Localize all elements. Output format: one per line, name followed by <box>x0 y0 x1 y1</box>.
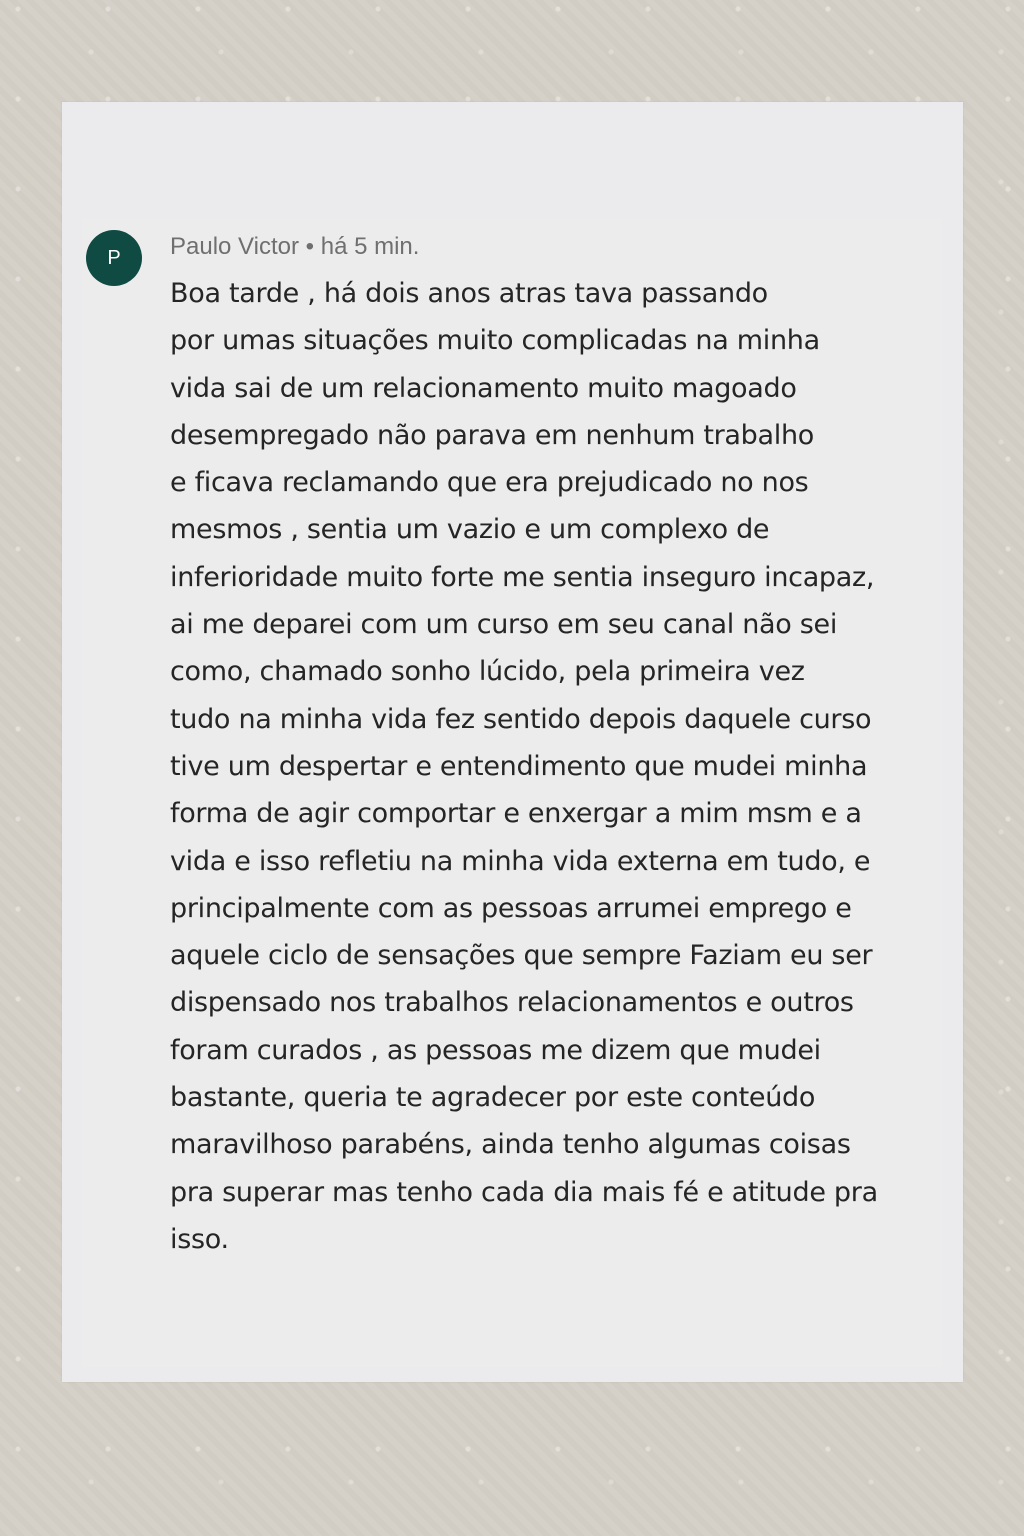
comment-line: tudo na minha vida fez sentido depois daquele curso <box>170 703 872 735</box>
avatar-letter: P <box>107 246 121 269</box>
comment-line: principalmente com as pessoas arrumei emprego e <box>170 892 852 924</box>
comment-line: mesmos , sentia um vazio e um complexo de <box>170 514 770 546</box>
comment-line: forma de agir comportar e enxergar a mim msm e a <box>170 798 862 830</box>
comment-line: vida sai de um relacionamento muito magoado <box>170 372 797 404</box>
comment-line: por umas situações muito complicadas na minha <box>170 325 820 357</box>
comment-line: bastante, queria te agradecer por este conteúdo <box>170 1082 816 1114</box>
comment-line: Boa tarde , há dois anos atras tava passando <box>170 278 768 309</box>
meta-separator: • <box>298 233 321 260</box>
comment-text <box>170 270 960 1263</box>
comment-line: isso. <box>170 1223 229 1255</box>
comment-line: desempregado não parava em nenhum trabalho <box>170 419 814 451</box>
comment-line: dispensado nos trabalhos relacionamentos e outros <box>170 987 854 1019</box>
comment-line: ai me deparei com um curso em seu canal não sei <box>170 609 838 641</box>
avatar[interactable] <box>86 230 142 286</box>
comment-line: como, chamado sonho lúcido, pela primeira vez <box>170 656 805 688</box>
comment-line: e ficava reclamando que era prejudicado no nos <box>170 467 809 499</box>
comment-line: foram curados , as pessoas me dizem que mudei <box>170 1034 821 1066</box>
comment-meta <box>170 232 419 262</box>
comment-line: maravilhoso parabéns, ainda tenho algumas coisas <box>170 1129 851 1161</box>
comment-time[interactable]: há 5 min. <box>320 233 420 260</box>
comment-line: vida e isso refletiu na minha vida externa em tudo, e <box>170 845 871 877</box>
comment-line: aquele ciclo de sensações que sempre Faziam eu ser <box>170 940 873 972</box>
comment-line: pra superar mas tenho cada dia mais fé e atitude pra <box>170 1176 878 1208</box>
comment-line: inferioridade muito forte me sentia inseguro incapaz, <box>170 561 875 593</box>
comment-line: tive um despertar e entendimento que mudei minha <box>170 750 868 782</box>
comment-author[interactable]: Paulo Victor <box>170 233 299 260</box>
